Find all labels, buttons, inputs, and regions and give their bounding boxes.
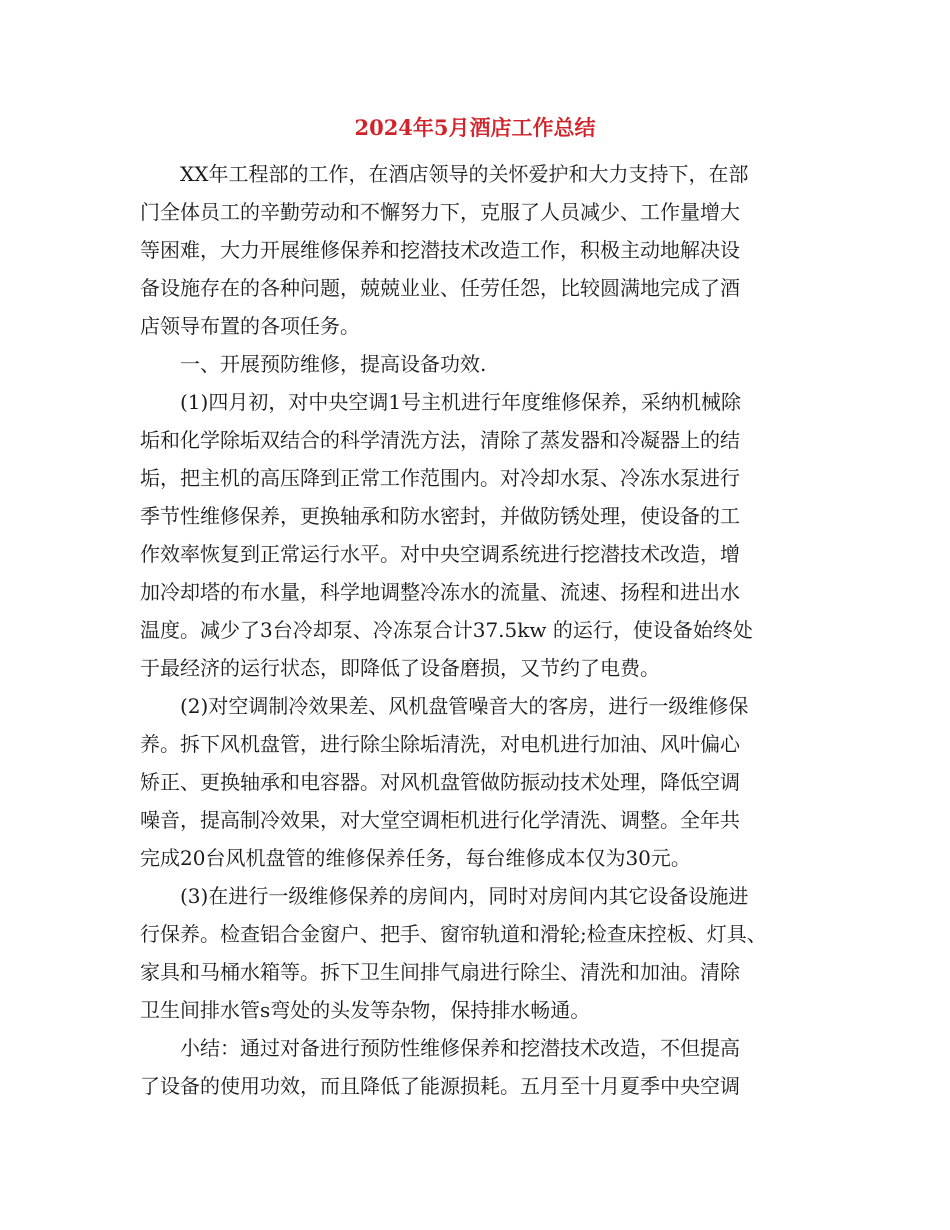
text-line: 作效率恢复到正常运行水平。对中央空调系统进行挖潜技术改造，增 xyxy=(140,542,740,566)
text-line: (2)对空调制冷效果差、风机盘管噪音大的客房，进行一级维修保 xyxy=(180,694,749,718)
text-line: 垢和化学除垢双结合的科学清洗方法，清除了蒸发器和冷凝器上的结 xyxy=(140,428,740,452)
text-line: 矫正、更换轴承和电容器。对风机盘管做防振动技术处理，降低空调 xyxy=(140,770,740,794)
text-line: 完成20台风机盘管的维修保养任务，每台维修成本仅为30元。 xyxy=(140,846,691,870)
text-line: 养。拆下风机盘管，进行除尘除垢清洗，对电机进行加油、风叶偏心 xyxy=(140,732,740,756)
text-line: 等困难，大力开展维修保养和挖潜技术改造工作，积极主动地解决设 xyxy=(140,238,740,262)
text-line: XX年工程部的工作，在酒店领导的关怀爱护和大力支持下，在部 xyxy=(180,162,749,186)
section-heading xyxy=(140,345,820,383)
paragraph-item-3 xyxy=(140,877,820,1029)
paragraph-summary xyxy=(140,1029,820,1105)
text-line: 噪音，提高制冷效果，对大堂空调柜机进行化学清洗、调整。全年共 xyxy=(140,808,740,832)
text-line: 家具和马桶水箱等。拆下卫生间排气扇进行除尘、清洗和加油。清除 xyxy=(140,960,740,984)
text-line: (3)在进行一级维修保养的房间内，同时对房间内其它设备设施进 xyxy=(180,884,749,908)
text-line: (1)四月初，对中央空调1号主机进行年度维修保养，采纳机械除 xyxy=(180,390,742,414)
text-line: 于最经济的运行状态，即降低了设备磨损，又节约了电费。 xyxy=(140,656,660,680)
text-line: 一、开展预防维修，提高设备功效. xyxy=(180,352,487,376)
text-line: 门全体员工的辛勤劳动和不懈努力下，克服了人员减少、工作量增大 xyxy=(140,200,740,224)
paragraph-item-2 xyxy=(140,687,820,877)
paragraph-intro xyxy=(140,155,820,345)
text-line: 季节性维修保养，更换轴承和防水密封，并做防锈处理，使设备的工 xyxy=(140,504,740,528)
document-body xyxy=(140,155,820,1105)
document-title: 2024年5月酒店工作总结 xyxy=(354,115,596,140)
text-line: 温度。减少了3台冷却泵、冷冻泵合计37.5kw 的运行，使设备始终处 xyxy=(140,618,753,642)
paragraph-item-1 xyxy=(140,383,820,687)
text-line: 了设备的使用功效，而且降低了能源损耗。五月至十月夏季中央空调 xyxy=(140,1074,740,1098)
text-line: 备设施存在的各种问题，兢兢业业、任劳任怨，比较圆满地完成了酒 xyxy=(140,276,740,300)
text-line: 卫生间排水管s弯处的头发等杂物，保持排水畅通。 xyxy=(140,998,591,1022)
text-line: 行保养。检查铝合金窗户、把手、窗帘轨道和滑轮;检查床控板、灯具、 xyxy=(140,922,767,946)
text-line: 垢，把主机的高压降到正常工作范围内。对冷却水泵、冷冻水泵进行 xyxy=(140,466,740,490)
text-line: 加冷却塔的布水量，科学地调整冷冻水的流量、流速、扬程和进出水 xyxy=(140,580,740,604)
text-line: 店领导布置的各项任务。 xyxy=(140,314,360,338)
text-line: 小结：通过对备进行预防性维修保养和挖潜技术改造，不但提高 xyxy=(180,1036,740,1060)
